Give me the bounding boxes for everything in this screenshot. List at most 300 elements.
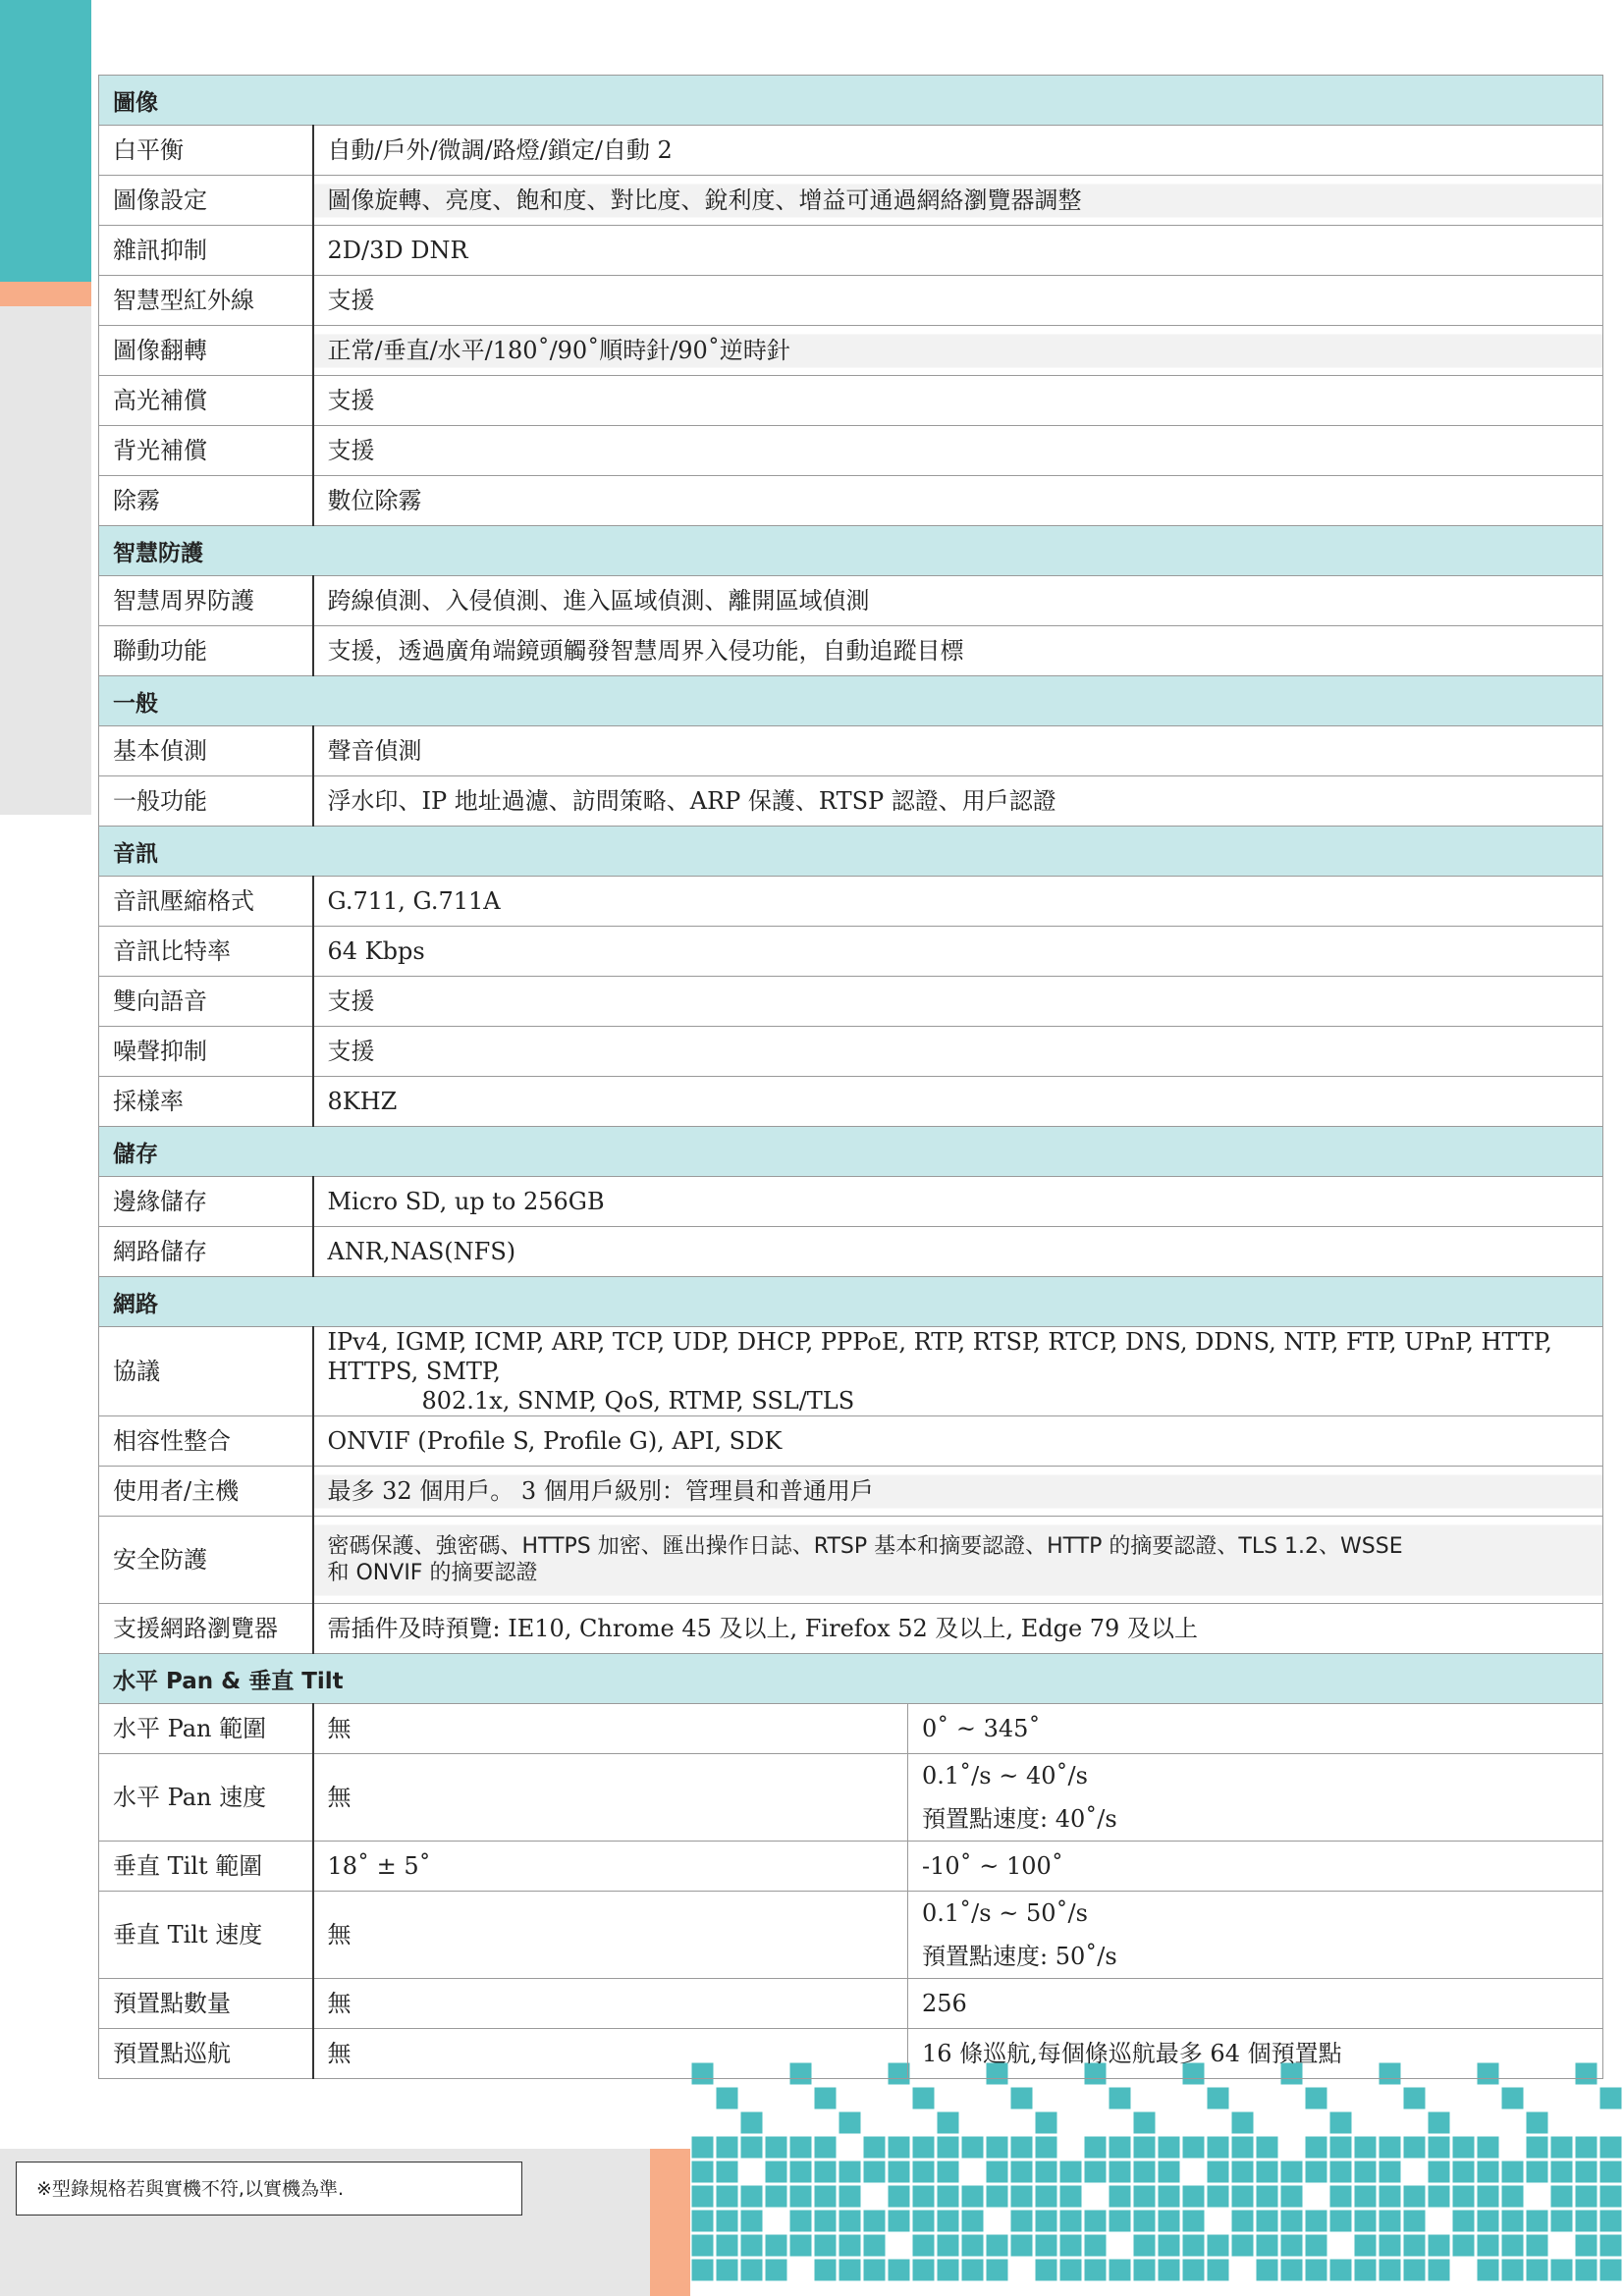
row-label: 預置點數量 bbox=[99, 1979, 313, 2029]
row-value-a: 無 bbox=[313, 1754, 908, 1842]
grid-square bbox=[1060, 2211, 1082, 2232]
grid-square bbox=[1600, 2137, 1622, 2159]
grid-square bbox=[864, 2211, 886, 2232]
grid-square bbox=[1453, 2186, 1475, 2208]
row-value: 64 Kbps bbox=[313, 927, 1603, 977]
grid-square bbox=[1576, 2137, 1597, 2159]
grid-square bbox=[1355, 2211, 1377, 2232]
grid-square bbox=[1478, 2162, 1499, 2183]
section-title: 圖像 bbox=[99, 76, 1603, 126]
grid-square bbox=[1600, 2186, 1622, 2208]
grid-square bbox=[1600, 2211, 1622, 2232]
grid-square bbox=[815, 2260, 837, 2281]
grid-square bbox=[790, 2162, 812, 2183]
grid-square bbox=[790, 2137, 812, 2159]
section-title: 音訊 bbox=[99, 827, 1603, 877]
grid-square bbox=[1085, 2260, 1107, 2281]
decorative-teal-bar bbox=[0, 0, 91, 282]
grid-square bbox=[1330, 2162, 1352, 2183]
row-label: 除霧 bbox=[99, 476, 313, 526]
grid-square bbox=[1060, 2235, 1082, 2257]
table-row bbox=[99, 1979, 1603, 2029]
grid-square bbox=[1183, 2235, 1205, 2257]
grid-square bbox=[1060, 2162, 1082, 2183]
grid-square bbox=[692, 2235, 714, 2257]
table-row bbox=[99, 476, 1603, 526]
grid-square bbox=[1011, 2088, 1033, 2109]
table-row bbox=[99, 1077, 1603, 1127]
grid-square bbox=[1600, 2235, 1622, 2257]
grid-square bbox=[717, 2211, 738, 2232]
footer-peach-band bbox=[650, 2149, 690, 2296]
row-value: 正常/垂直/水平/180˚/90˚順時針/90˚逆時針 bbox=[313, 326, 1603, 376]
row-label: 水平 Pan 速度 bbox=[99, 1754, 313, 1842]
grid-square bbox=[913, 2211, 935, 2232]
grid-square bbox=[1330, 2186, 1352, 2208]
grid-square bbox=[1355, 2186, 1377, 2208]
grid-square bbox=[1257, 2211, 1278, 2232]
grid-square bbox=[1453, 2211, 1475, 2232]
grid-square bbox=[839, 2112, 861, 2134]
section-title: 水平 Pan & 垂直 Tilt bbox=[99, 1654, 1603, 1704]
grid-square bbox=[1257, 2260, 1278, 2281]
row-label: 智慧周界防護 bbox=[99, 576, 313, 626]
row-label: 預置點巡航 bbox=[99, 2029, 313, 2079]
grid-square bbox=[766, 2162, 787, 2183]
grid-square bbox=[1330, 2260, 1352, 2281]
grid-square bbox=[938, 2137, 959, 2159]
table-row bbox=[99, 1754, 1603, 1842]
grid-square bbox=[692, 2260, 714, 2281]
grid-square bbox=[962, 2235, 984, 2257]
grid-square bbox=[717, 2186, 738, 2208]
section-title: 智慧防護 bbox=[99, 526, 1603, 576]
grid-square bbox=[1502, 2211, 1524, 2232]
row-value bbox=[313, 1517, 1603, 1604]
row-label: 雙向語音 bbox=[99, 977, 313, 1027]
grid-square bbox=[1404, 2211, 1426, 2232]
grid-square bbox=[938, 2186, 959, 2208]
table-row bbox=[99, 726, 1603, 776]
row-value: ANR,NAS(NFS) bbox=[313, 1227, 1603, 1277]
grid-square bbox=[1011, 2235, 1033, 2257]
grid-square bbox=[1404, 2260, 1426, 2281]
grid-square bbox=[1257, 2186, 1278, 2208]
grid-square bbox=[1208, 2260, 1229, 2281]
row-value-a: 無 bbox=[313, 1892, 908, 1979]
row-value-line: 0.1˚/s ~ 40˚/s bbox=[922, 1762, 1088, 1789]
row-value: ONVIF (Profile S, Profile G), API, SDK bbox=[313, 1416, 1603, 1467]
grid-square bbox=[1134, 2211, 1156, 2232]
grid-square bbox=[1355, 2235, 1377, 2257]
row-label: 圖像翻轉 bbox=[99, 326, 313, 376]
grid-square bbox=[1355, 2260, 1377, 2281]
grid-square bbox=[741, 2260, 763, 2281]
table-row bbox=[99, 1177, 1603, 1227]
grid-square bbox=[1380, 2137, 1401, 2159]
grid-square bbox=[1330, 2211, 1352, 2232]
row-value: 浮水印、IP 地址過濾、訪問策略、ARP 保護、RTSP 認證、用戶認證 bbox=[313, 776, 1603, 827]
grid-square bbox=[1011, 2137, 1033, 2159]
grid-square bbox=[1453, 2162, 1475, 2183]
grid-square bbox=[741, 2137, 763, 2159]
section-header bbox=[99, 827, 1603, 877]
grid-square bbox=[1306, 2260, 1327, 2281]
decorative-gray-bar bbox=[0, 306, 91, 815]
grid-square bbox=[839, 2211, 861, 2232]
table-row bbox=[99, 1327, 1603, 1416]
grid-square bbox=[1478, 2211, 1499, 2232]
grid-square bbox=[1330, 2137, 1352, 2159]
grid-square bbox=[1085, 2137, 1107, 2159]
grid-square bbox=[1380, 2211, 1401, 2232]
grid-square bbox=[692, 2186, 714, 2208]
section-header bbox=[99, 676, 1603, 726]
table-row bbox=[99, 576, 1603, 626]
section-header bbox=[99, 76, 1603, 126]
grid-square bbox=[815, 2186, 837, 2208]
row-value: 支援 bbox=[313, 426, 1603, 476]
row-label: 水平 Pan 範圍 bbox=[99, 1704, 313, 1754]
grid-square bbox=[741, 2235, 763, 2257]
row-value-b: 0˚ ~ 345˚ bbox=[908, 1704, 1603, 1754]
grid-square bbox=[938, 2211, 959, 2232]
grid-square bbox=[1306, 2235, 1327, 2257]
row-value-b: 16 條巡航,每個條巡航最多 64 個預置點 bbox=[908, 2029, 1603, 2079]
row-label: 聯動功能 bbox=[99, 626, 313, 676]
grid-square bbox=[1281, 2186, 1303, 2208]
table-row bbox=[99, 1842, 1603, 1892]
grid-square bbox=[1159, 2235, 1180, 2257]
row-value-line: 和 ONVIF 的摘要認證 bbox=[327, 1561, 538, 1585]
row-value: 跨線偵測、入侵偵測、進入區域偵測、離開區域偵測 bbox=[313, 576, 1603, 626]
grid-square bbox=[1404, 2137, 1426, 2159]
grid-square bbox=[1110, 2162, 1131, 2183]
decorative-peach-bar bbox=[0, 282, 91, 306]
grid-square bbox=[987, 2235, 1008, 2257]
grid-square bbox=[1576, 2211, 1597, 2232]
grid-square bbox=[1404, 2186, 1426, 2208]
grid-square bbox=[1110, 2088, 1131, 2109]
row-label: 基本偵測 bbox=[99, 726, 313, 776]
grid-square bbox=[1600, 2260, 1622, 2281]
grid-square bbox=[1380, 2235, 1401, 2257]
grid-square bbox=[864, 2137, 886, 2159]
table-row bbox=[99, 1227, 1603, 1277]
grid-square bbox=[1208, 2235, 1229, 2257]
row-value: 需插件及時預覽: IE10, Chrome 45 及以上, Firefox 52 及以上, Edge 79 及以上 bbox=[313, 1604, 1603, 1654]
row-value: 支援，透過廣角端鏡頭觸發智慧周界入侵功能，自動追蹤目標 bbox=[313, 626, 1603, 676]
row-value: G.711, G.711A bbox=[313, 877, 1603, 927]
row-label: 使用者/主機 bbox=[99, 1467, 313, 1517]
row-label: 高光補償 bbox=[99, 376, 313, 426]
grid-square bbox=[889, 2186, 910, 2208]
grid-square bbox=[1011, 2211, 1033, 2232]
grid-square bbox=[1502, 2088, 1524, 2109]
grid-square bbox=[1429, 2235, 1450, 2257]
grid-square bbox=[766, 2137, 787, 2159]
grid-square bbox=[1527, 2137, 1548, 2159]
grid-square bbox=[1110, 2211, 1131, 2232]
row-value: 支援 bbox=[313, 977, 1603, 1027]
grid-square bbox=[717, 2235, 738, 2257]
row-label: 一般功能 bbox=[99, 776, 313, 827]
grid-square bbox=[1429, 2112, 1450, 2134]
table-row bbox=[99, 1416, 1603, 1467]
table-row bbox=[99, 426, 1603, 476]
grid-square bbox=[1551, 2186, 1573, 2208]
grid-square bbox=[1036, 2186, 1057, 2208]
row-label: 協議 bbox=[99, 1327, 313, 1416]
section-title: 儲存 bbox=[99, 1127, 1603, 1177]
grid-square bbox=[1576, 2186, 1597, 2208]
grid-square bbox=[1159, 2260, 1180, 2281]
grid-square bbox=[1036, 2137, 1057, 2159]
grid-square bbox=[1036, 2260, 1057, 2281]
row-label: 垂直 Tilt 範圍 bbox=[99, 1842, 313, 1892]
row-value-b: 256 bbox=[908, 1979, 1603, 2029]
grid-square bbox=[1404, 2088, 1426, 2109]
row-label: 噪聲抑制 bbox=[99, 1027, 313, 1077]
grid-square bbox=[962, 2137, 984, 2159]
grid-square bbox=[1281, 2260, 1303, 2281]
grid-square bbox=[1502, 2260, 1524, 2281]
grid-square bbox=[1208, 2186, 1229, 2208]
row-value-b: -10˚ ~ 100˚ bbox=[908, 1842, 1603, 1892]
grid-square bbox=[1527, 2162, 1548, 2183]
row-value-line: 預置點速度: 50˚/s bbox=[922, 1943, 1117, 1970]
grid-square bbox=[1036, 2162, 1057, 2183]
grid-square bbox=[692, 2211, 714, 2232]
grid-square bbox=[987, 2137, 1008, 2159]
row-value-line: 密碼保護、強密碼、HTTPS 加密、匯出操作日誌、RTSP 基本和摘要認證、HTTP 的摘要認證、TLS 1.2、WSSE bbox=[327, 1533, 1403, 1559]
row-label: 雜訊抑制 bbox=[99, 226, 313, 276]
grid-square bbox=[987, 2260, 1008, 2281]
grid-square bbox=[815, 2235, 837, 2257]
grid-square bbox=[864, 2260, 886, 2281]
grid-square bbox=[913, 2088, 935, 2109]
grid-square bbox=[987, 2162, 1008, 2183]
disclaimer-footnote: ※型錄規格若與實機不符,以實機為準. bbox=[16, 2162, 522, 2216]
grid-square bbox=[889, 2137, 910, 2159]
grid-square bbox=[692, 2162, 714, 2183]
grid-square bbox=[1551, 2211, 1573, 2232]
grid-square bbox=[1306, 2162, 1327, 2183]
grid-square bbox=[889, 2162, 910, 2183]
grid-square bbox=[1257, 2162, 1278, 2183]
grid-square bbox=[1085, 2162, 1107, 2183]
grid-square bbox=[1551, 2260, 1573, 2281]
grid-square bbox=[1134, 2235, 1156, 2257]
grid-square bbox=[717, 2137, 738, 2159]
grid-square bbox=[938, 2260, 959, 2281]
row-value-line: 0.1˚/s ~ 50˚/s bbox=[922, 1899, 1088, 1927]
grid-square bbox=[815, 2211, 837, 2232]
grid-square bbox=[1257, 2235, 1278, 2257]
grid-square bbox=[717, 2260, 738, 2281]
table-row bbox=[99, 1704, 1603, 1754]
grid-square bbox=[741, 2186, 763, 2208]
grid-square bbox=[1257, 2137, 1278, 2159]
grid-square bbox=[839, 2235, 861, 2257]
grid-square bbox=[815, 2137, 837, 2159]
table-row bbox=[99, 1892, 1603, 1979]
grid-square bbox=[1036, 2112, 1057, 2134]
grid-square bbox=[889, 2211, 910, 2232]
spec-table bbox=[98, 75, 1603, 2079]
grid-square bbox=[938, 2162, 959, 2183]
grid-square bbox=[1355, 2162, 1377, 2183]
row-value-b bbox=[908, 1754, 1603, 1842]
row-value: 自動/戶外/微調/路燈/鎖定/自動 2 bbox=[313, 126, 1603, 176]
section-header bbox=[99, 1654, 1603, 1704]
grid-square bbox=[1134, 2137, 1156, 2159]
table-row bbox=[99, 626, 1603, 676]
grid-square bbox=[1159, 2211, 1180, 2232]
grid-square bbox=[1478, 2235, 1499, 2257]
grid-square bbox=[1060, 2186, 1082, 2208]
grid-square bbox=[1281, 2211, 1303, 2232]
grid-square bbox=[1183, 2260, 1205, 2281]
table-row bbox=[99, 376, 1603, 426]
row-value: Micro SD, up to 256GB bbox=[313, 1177, 1603, 1227]
grid-square bbox=[1232, 2112, 1254, 2134]
grid-square bbox=[1600, 2162, 1622, 2183]
grid-square bbox=[913, 2186, 935, 2208]
grid-square bbox=[1551, 2137, 1573, 2159]
grid-square bbox=[1502, 2235, 1524, 2257]
grid-square bbox=[1380, 2162, 1401, 2183]
table-row bbox=[99, 1027, 1603, 1077]
grid-square bbox=[1232, 2186, 1254, 2208]
table-row bbox=[99, 927, 1603, 977]
grid-square bbox=[839, 2260, 861, 2281]
grid-square bbox=[1183, 2211, 1205, 2232]
grid-square bbox=[889, 2260, 910, 2281]
grid-square bbox=[938, 2112, 959, 2134]
table-row bbox=[99, 276, 1603, 326]
grid-square bbox=[1306, 2137, 1327, 2159]
row-value-a: 無 bbox=[313, 2029, 908, 2079]
grid-square bbox=[790, 2235, 812, 2257]
row-label: 相容性整合 bbox=[99, 1416, 313, 1467]
grid-square bbox=[1478, 2260, 1499, 2281]
table-row bbox=[99, 326, 1603, 376]
grid-square bbox=[790, 2211, 812, 2232]
row-label: 垂直 Tilt 速度 bbox=[99, 1892, 313, 1979]
grid-square bbox=[790, 2186, 812, 2208]
grid-square bbox=[1576, 2235, 1597, 2257]
row-label: 音訊比特率 bbox=[99, 927, 313, 977]
grid-square bbox=[1576, 2162, 1597, 2183]
grid-square bbox=[962, 2260, 984, 2281]
grid-square bbox=[1380, 2186, 1401, 2208]
row-value-b bbox=[908, 1892, 1603, 1979]
grid-square bbox=[766, 2235, 787, 2257]
grid-square bbox=[1011, 2162, 1033, 2183]
grid-square bbox=[864, 2235, 886, 2257]
grid-square bbox=[1527, 2211, 1548, 2232]
grid-square bbox=[913, 2162, 935, 2183]
row-value: 8KHZ bbox=[313, 1077, 1603, 1127]
grid-square bbox=[1502, 2186, 1524, 2208]
row-value-a: 18˚ ± 5˚ bbox=[313, 1842, 908, 1892]
grid-square bbox=[1208, 2088, 1229, 2109]
row-value: 支援 bbox=[313, 1027, 1603, 1077]
section-title: 網路 bbox=[99, 1277, 1603, 1327]
grid-square bbox=[1134, 2162, 1156, 2183]
grid-square bbox=[913, 2235, 935, 2257]
row-label: 白平衡 bbox=[99, 126, 313, 176]
row-value-line: 802.1x, SNMP, QoS, RTMP, SSL/TLS bbox=[421, 1387, 855, 1415]
row-label: 邊緣儲存 bbox=[99, 1177, 313, 1227]
grid-square bbox=[1183, 2137, 1205, 2159]
grid-square bbox=[1502, 2162, 1524, 2183]
table-row bbox=[99, 226, 1603, 276]
grid-square bbox=[1527, 2112, 1548, 2134]
row-value: 支援 bbox=[313, 376, 1603, 426]
grid-square bbox=[815, 2088, 837, 2109]
grid-square bbox=[1404, 2235, 1426, 2257]
table-row bbox=[99, 176, 1603, 226]
grid-square bbox=[741, 2112, 763, 2134]
grid-square bbox=[1453, 2235, 1475, 2257]
grid-square bbox=[864, 2162, 886, 2183]
grid-square bbox=[1159, 2186, 1180, 2208]
grid-square bbox=[1110, 2137, 1131, 2159]
grid-square bbox=[692, 2137, 714, 2159]
grid-square bbox=[1453, 2137, 1475, 2159]
grid-square bbox=[1159, 2137, 1180, 2159]
grid-square bbox=[839, 2186, 861, 2208]
table-row bbox=[99, 776, 1603, 827]
row-value: 圖像旋轉、亮度、飽和度、對比度、銳利度、增益可通過網絡瀏覽器調整 bbox=[313, 176, 1603, 226]
row-value: 最多 32 個用戶。 3 個用戶級別：管理員和普通用戶 bbox=[313, 1467, 1603, 1517]
table-row bbox=[99, 126, 1603, 176]
row-value: 支援 bbox=[313, 276, 1603, 326]
grid-square bbox=[839, 2162, 861, 2183]
grid-square bbox=[1478, 2186, 1499, 2208]
grid-square bbox=[1429, 2260, 1450, 2281]
grid-square bbox=[962, 2211, 984, 2232]
grid-square bbox=[766, 2186, 787, 2208]
section-header bbox=[99, 1277, 1603, 1327]
grid-square bbox=[1036, 2211, 1057, 2232]
grid-square bbox=[766, 2260, 787, 2281]
decorative-grid-pattern bbox=[690, 2061, 1624, 2296]
grid-square bbox=[1429, 2137, 1450, 2159]
grid-square bbox=[1306, 2211, 1327, 2232]
grid-square bbox=[1576, 2260, 1597, 2281]
section-header bbox=[99, 1127, 1603, 1177]
grid-square bbox=[1208, 2137, 1229, 2159]
grid-square bbox=[1306, 2088, 1327, 2109]
section-header bbox=[99, 526, 1603, 576]
table-row bbox=[99, 1604, 1603, 1654]
grid-square bbox=[1232, 2211, 1254, 2232]
grid-square bbox=[1011, 2186, 1033, 2208]
section-title: 一般 bbox=[99, 676, 1603, 726]
grid-square bbox=[1232, 2162, 1254, 2183]
row-value-a: 無 bbox=[313, 1979, 908, 2029]
grid-square bbox=[1134, 2112, 1156, 2134]
table-row bbox=[99, 1517, 1603, 1604]
grid-square bbox=[1159, 2162, 1180, 2183]
table-row bbox=[99, 977, 1603, 1027]
grid-square bbox=[1036, 2235, 1057, 2257]
table-row bbox=[99, 2029, 1603, 2079]
table-row bbox=[99, 1467, 1603, 1517]
